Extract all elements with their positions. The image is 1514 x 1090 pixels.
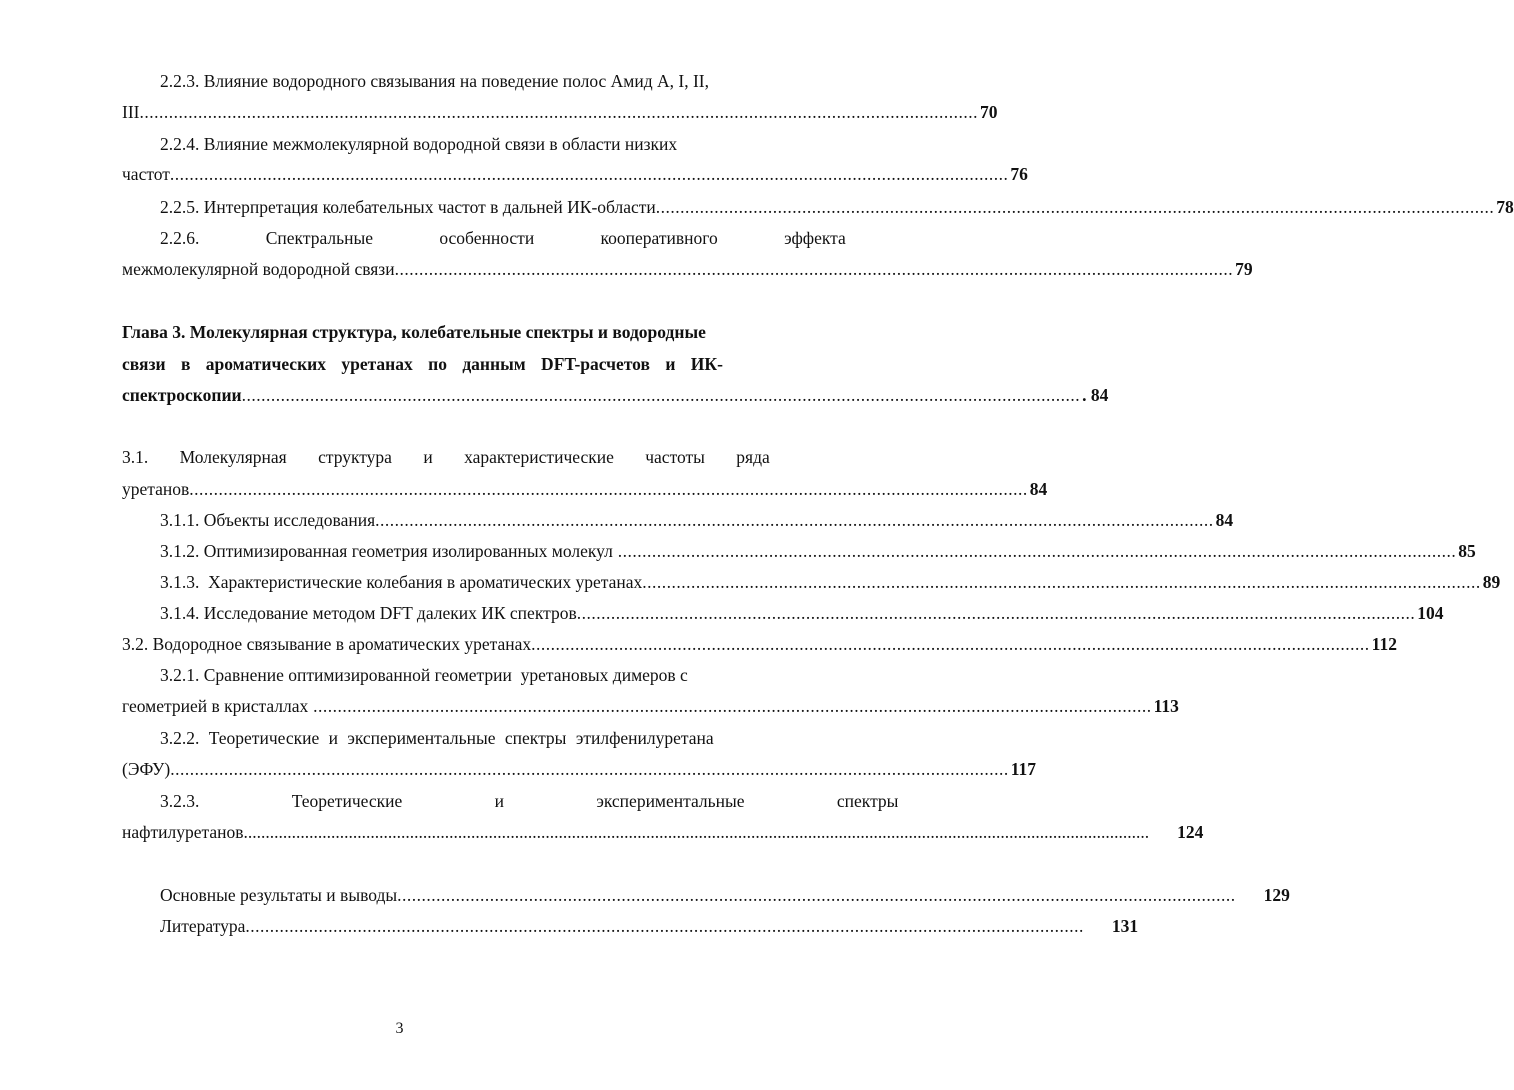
toc-entry-2-2-5 bbox=[160, 196, 1514, 218]
leader-dots: ............................................................................................................................................................................ bbox=[531, 634, 1370, 654]
toc-page-number: . 84 bbox=[1082, 385, 1109, 405]
toc-entry-3-1-line1 bbox=[122, 446, 770, 468]
toc-page-number: 129 bbox=[1263, 885, 1290, 905]
toc-chapter-text: спектроскопии bbox=[122, 385, 242, 405]
toc-entry-3-2-1-line1 bbox=[160, 664, 760, 686]
toc-entry-text: (ЭФУ) bbox=[122, 759, 171, 779]
toc-page-number: 84 bbox=[1215, 510, 1234, 530]
leader-dots: ............................................................................................................................................................................ bbox=[655, 197, 1495, 217]
toc-entry-text: геометрией в кристаллах bbox=[122, 696, 309, 716]
toc-entry-3-1-3 bbox=[160, 571, 1501, 593]
toc-entry-3-2-3-line1 bbox=[160, 790, 899, 812]
toc-entry-text: 2.2.6. Спектральные особенности кооперативного эффекта bbox=[160, 228, 846, 248]
leader-dots: ............................................................................................................................................................................ bbox=[394, 259, 1234, 279]
toc-entry-text: Основные результаты и выводы bbox=[160, 885, 398, 905]
leader-dots: ............................................................................................................................................................................ bbox=[139, 102, 978, 122]
toc-entry-text: нафтилуретанов bbox=[122, 822, 244, 842]
toc-entry-2-2-3-line1 bbox=[160, 70, 760, 92]
toc-entry-2-2-6-line2 bbox=[122, 258, 1253, 280]
toc-chapter-text: Глава 3. Молекулярная структура, колебательные спектры и водородные bbox=[122, 322, 706, 342]
toc-page-number: 124 bbox=[1177, 822, 1204, 842]
leader-dots: ............................................................................................................................................................................ bbox=[170, 759, 1009, 779]
toc-entry-text: 3.1. Молекулярная структура и характеристические частоты ряда bbox=[122, 447, 770, 467]
toc-page-number: 85 bbox=[1458, 541, 1476, 561]
toc-entry-2-2-3-line2 bbox=[122, 101, 998, 123]
toc-entry-text: 3.2.3. Теоретические и экспериментальные спектры bbox=[160, 791, 899, 811]
toc-chapter-text: связи в ароматических уретанах по данным DFT-расчетов и ИК- bbox=[122, 354, 723, 374]
toc-chapter-3-line2 bbox=[122, 353, 760, 375]
leader-dots: ............................................................................................................................................................................ bbox=[245, 916, 1084, 936]
toc-page-number: 84 bbox=[1029, 479, 1048, 499]
toc-page-number: 70 bbox=[979, 102, 998, 122]
toc-entry-3-2-2-line2 bbox=[122, 758, 1036, 780]
leader-dots: ............................................................................................................................................................................ bbox=[308, 696, 1152, 716]
toc-entry-2-2-4-line1 bbox=[160, 133, 760, 155]
page-number: 3 bbox=[395, 1020, 404, 1037]
toc-entry-text: 3.2.2. Теоретические и экспериментальные спектры этилфенилуретана bbox=[160, 728, 714, 748]
toc-entry-3-1-1 bbox=[160, 509, 1234, 531]
toc-entry-3-2 bbox=[122, 633, 1397, 655]
toc-entry-text: III bbox=[122, 102, 140, 122]
toc-entry-2-2-6-line1 bbox=[160, 227, 846, 249]
toc-entry-references bbox=[160, 915, 1139, 937]
toc-entry-text: уретанов bbox=[122, 479, 190, 499]
toc-entry-text: Литература bbox=[160, 916, 246, 936]
leader-dots: ............................................................................................................................................................................ bbox=[169, 164, 1009, 184]
toc-page-number: 104 bbox=[1417, 603, 1444, 623]
toc-entry-3-1-4 bbox=[160, 602, 1444, 624]
leader-dots: ............................................................................................................................................................................ bbox=[397, 885, 1236, 905]
toc-entry-text: 2.2.5. Интерпретация колебательных частот в дальней ИК-области bbox=[160, 197, 656, 217]
toc-entry-3-2-3-line2 bbox=[122, 821, 1204, 843]
toc-page-number: 89 bbox=[1482, 572, 1501, 592]
toc-page-number: 131 bbox=[1111, 916, 1139, 936]
toc-entry-text: межмолекулярной водородной связи bbox=[122, 259, 395, 279]
toc-entry-text: 3.1.3. Характеристические колебания в ароматических уретанах bbox=[160, 572, 643, 592]
toc-page-number: 78 bbox=[1496, 197, 1514, 217]
toc-entry-3-2-2-line1 bbox=[160, 727, 760, 749]
toc-chapter-3-line3 bbox=[122, 384, 1109, 406]
leader-dots: ............................................................................................................................................................................ bbox=[189, 479, 1028, 499]
toc-entry-text: 3.1.1. Объекты исследования bbox=[160, 510, 376, 530]
toc-entry-text: 3.1.4. Исследование методом DFT далеких ИК спектров bbox=[160, 603, 577, 623]
leader-dots: ............................................................................................................................................................................ bbox=[612, 541, 1457, 561]
toc-page-number: 113 bbox=[1153, 696, 1179, 716]
toc-page-number: 79 bbox=[1235, 259, 1253, 279]
toc-entry-text: 3.2. Водородное связывание в ароматических уретанах bbox=[122, 634, 532, 654]
toc-entry-3-1-2 bbox=[160, 540, 1476, 562]
toc-entry-text: 2.2.3. Влияние водородного связывания на поведение полос Амид А, I, II, bbox=[160, 71, 710, 91]
toc-entry-text: частот bbox=[122, 164, 170, 184]
toc-entry-2-2-4-line2 bbox=[122, 163, 1028, 185]
leader-dots: ............................................................................................................................................................................ bbox=[642, 572, 1481, 592]
leader-dots: ............................................................................................................................................................................ bbox=[576, 603, 1416, 623]
toc-entry-text: 2.2.4. Влияние межмолекулярной водородной связи в области низких bbox=[160, 134, 678, 154]
toc-entry-results bbox=[160, 884, 1290, 906]
toc-entry-3-1-line2 bbox=[122, 478, 1048, 500]
toc-entry-3-2-1-line2 bbox=[122, 695, 1179, 717]
leader-dots: ............................................................................................................................................................................................................... bbox=[243, 822, 1150, 842]
leader-dots: ............................................................................................................................................................................ bbox=[241, 385, 1081, 405]
leader-dots: ............................................................................................................................................................................ bbox=[375, 510, 1214, 530]
toc-entry-text: 3.1.2. Оптимизированная геометрия изолированных молекул bbox=[160, 541, 613, 561]
toc-chapter-3-line1 bbox=[122, 321, 760, 343]
toc-page-number: 76 bbox=[1010, 164, 1028, 184]
toc-page-number: 112 bbox=[1371, 634, 1397, 654]
toc-entry-text: 3.2.1. Сравнение оптимизированной геометрии уретановых димеров с bbox=[160, 665, 688, 685]
toc-page-number: 117 bbox=[1010, 759, 1036, 779]
